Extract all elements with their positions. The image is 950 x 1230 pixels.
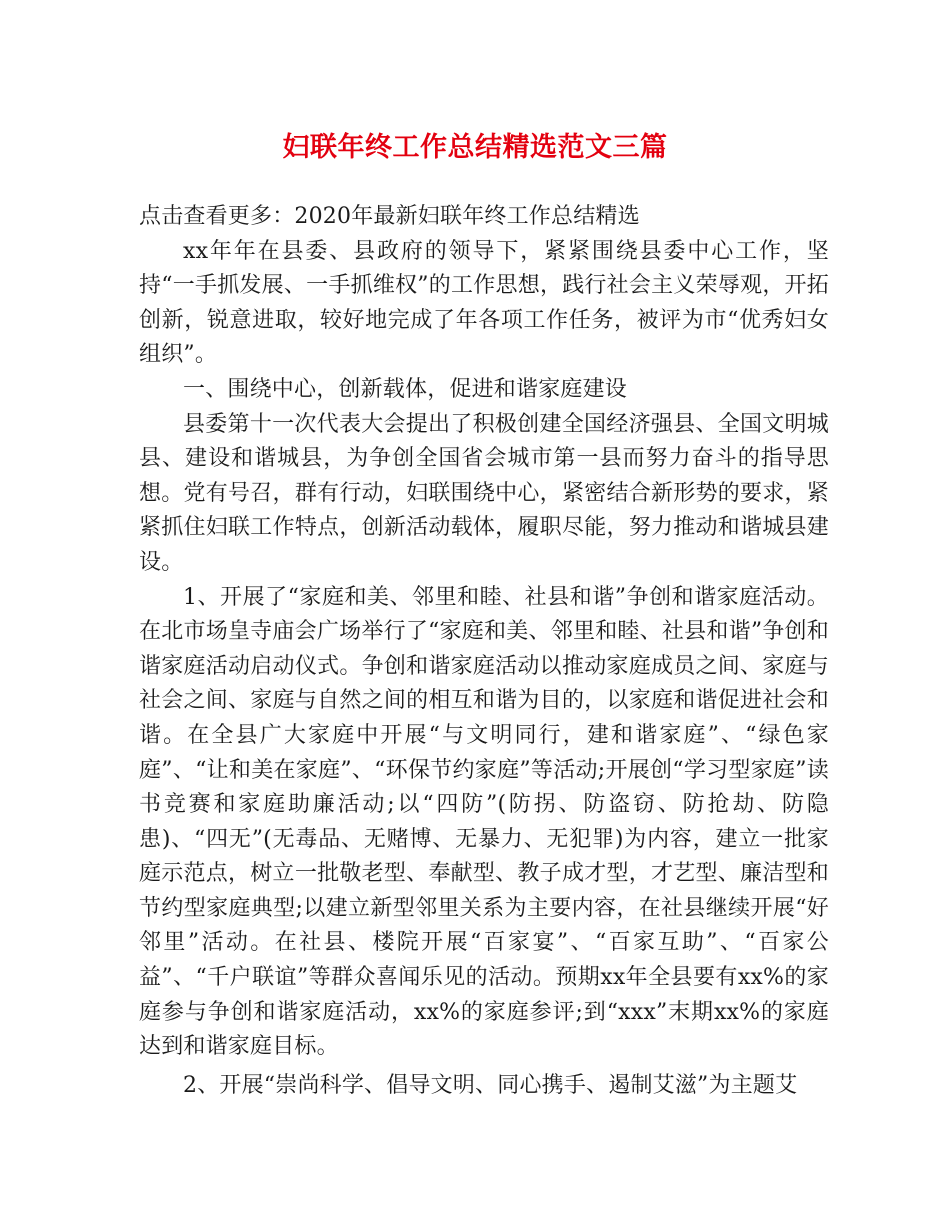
item-paragraph-1: 1、开展了“家庭和美、邻里和睦、社县和谐”争创和谐家庭活动。在北市场皇寺庙会广场举行了“家庭和美、邻里和睦、社县和谐”争创和谐家庭活动启动仪式。争创和谐家庭活动以推动家庭成员之间、家庭与社会之间、家庭与自然之间的相互和谐为目的，以家庭和谐促进社会和谐。在全县广大家庭中开展“与文明同行，建和谐家庭”、“绿色家庭”、“让和美在家庭”、“环保节约家庭”等活动;开展创“学习型家庭”读书竞赛和家庭助廉活动;以“四防”(防拐、防盗窃、防抢劫、防隐患)、“四无”(无毒品、无赌博、无暴力、无犯罪)为内容，建立一批家庭示范点，树立一批敬老型、奉献型、教子成才型，才艺型、廉洁型和节约型家庭典型;以建立新型邻里关系为主要内容，在社县继续开展“好邻里”活动。在社县、楼院开展“百家宴”、“百家互助”、“百家公益”、“千户联谊”等群众喜闻乐见的活动。预期xx年全县要有xx%的家庭参与争创和谐家庭活动，xx%的家庭参评;到“xxx”末期xx%的家庭达到和谐家庭目标。 <box>139 584 829 1060</box>
document-title: 妇联年终工作总结精选范文三篇 <box>282 132 668 163</box>
section-paragraph: 县委第十一次代表大会提出了积极创建全国经济强县、全国文明城县、建设和谐城县，为争创全国省会城市第一县而努力奋斗的指导思想。党有号召，群有行动，妇联围绕中心，紧密结合新形势的要求，紧紧抓住妇联工作特点，创新活动载体，履职尽能，努力推动和谐城县建设。 <box>139 411 829 575</box>
section-heading-1: 一、围绕中心，创新载体，促进和谐家庭建设 <box>183 376 628 402</box>
item-paragraph-2: 2、开展“崇尚科学、倡导文明、同心携手、遏制艾滋”为主题艾 <box>183 1072 798 1098</box>
more-link-paragraph[interactable]: 点击查看更多：2020年最新妇联年终工作总结精选 <box>139 204 640 229</box>
intro-paragraph: xx年年在县委、县政府的领导下，紧紧围绕县委中心工作，坚持“一手抓发展、一手抓维权”的工作思想，践行社会主义荣辱观，开拓创新，锐意进取，较好地完成了年各项工作任务，被评为市“优秀妇女组织”。 <box>139 238 829 368</box>
document-body <box>139 200 829 1103</box>
